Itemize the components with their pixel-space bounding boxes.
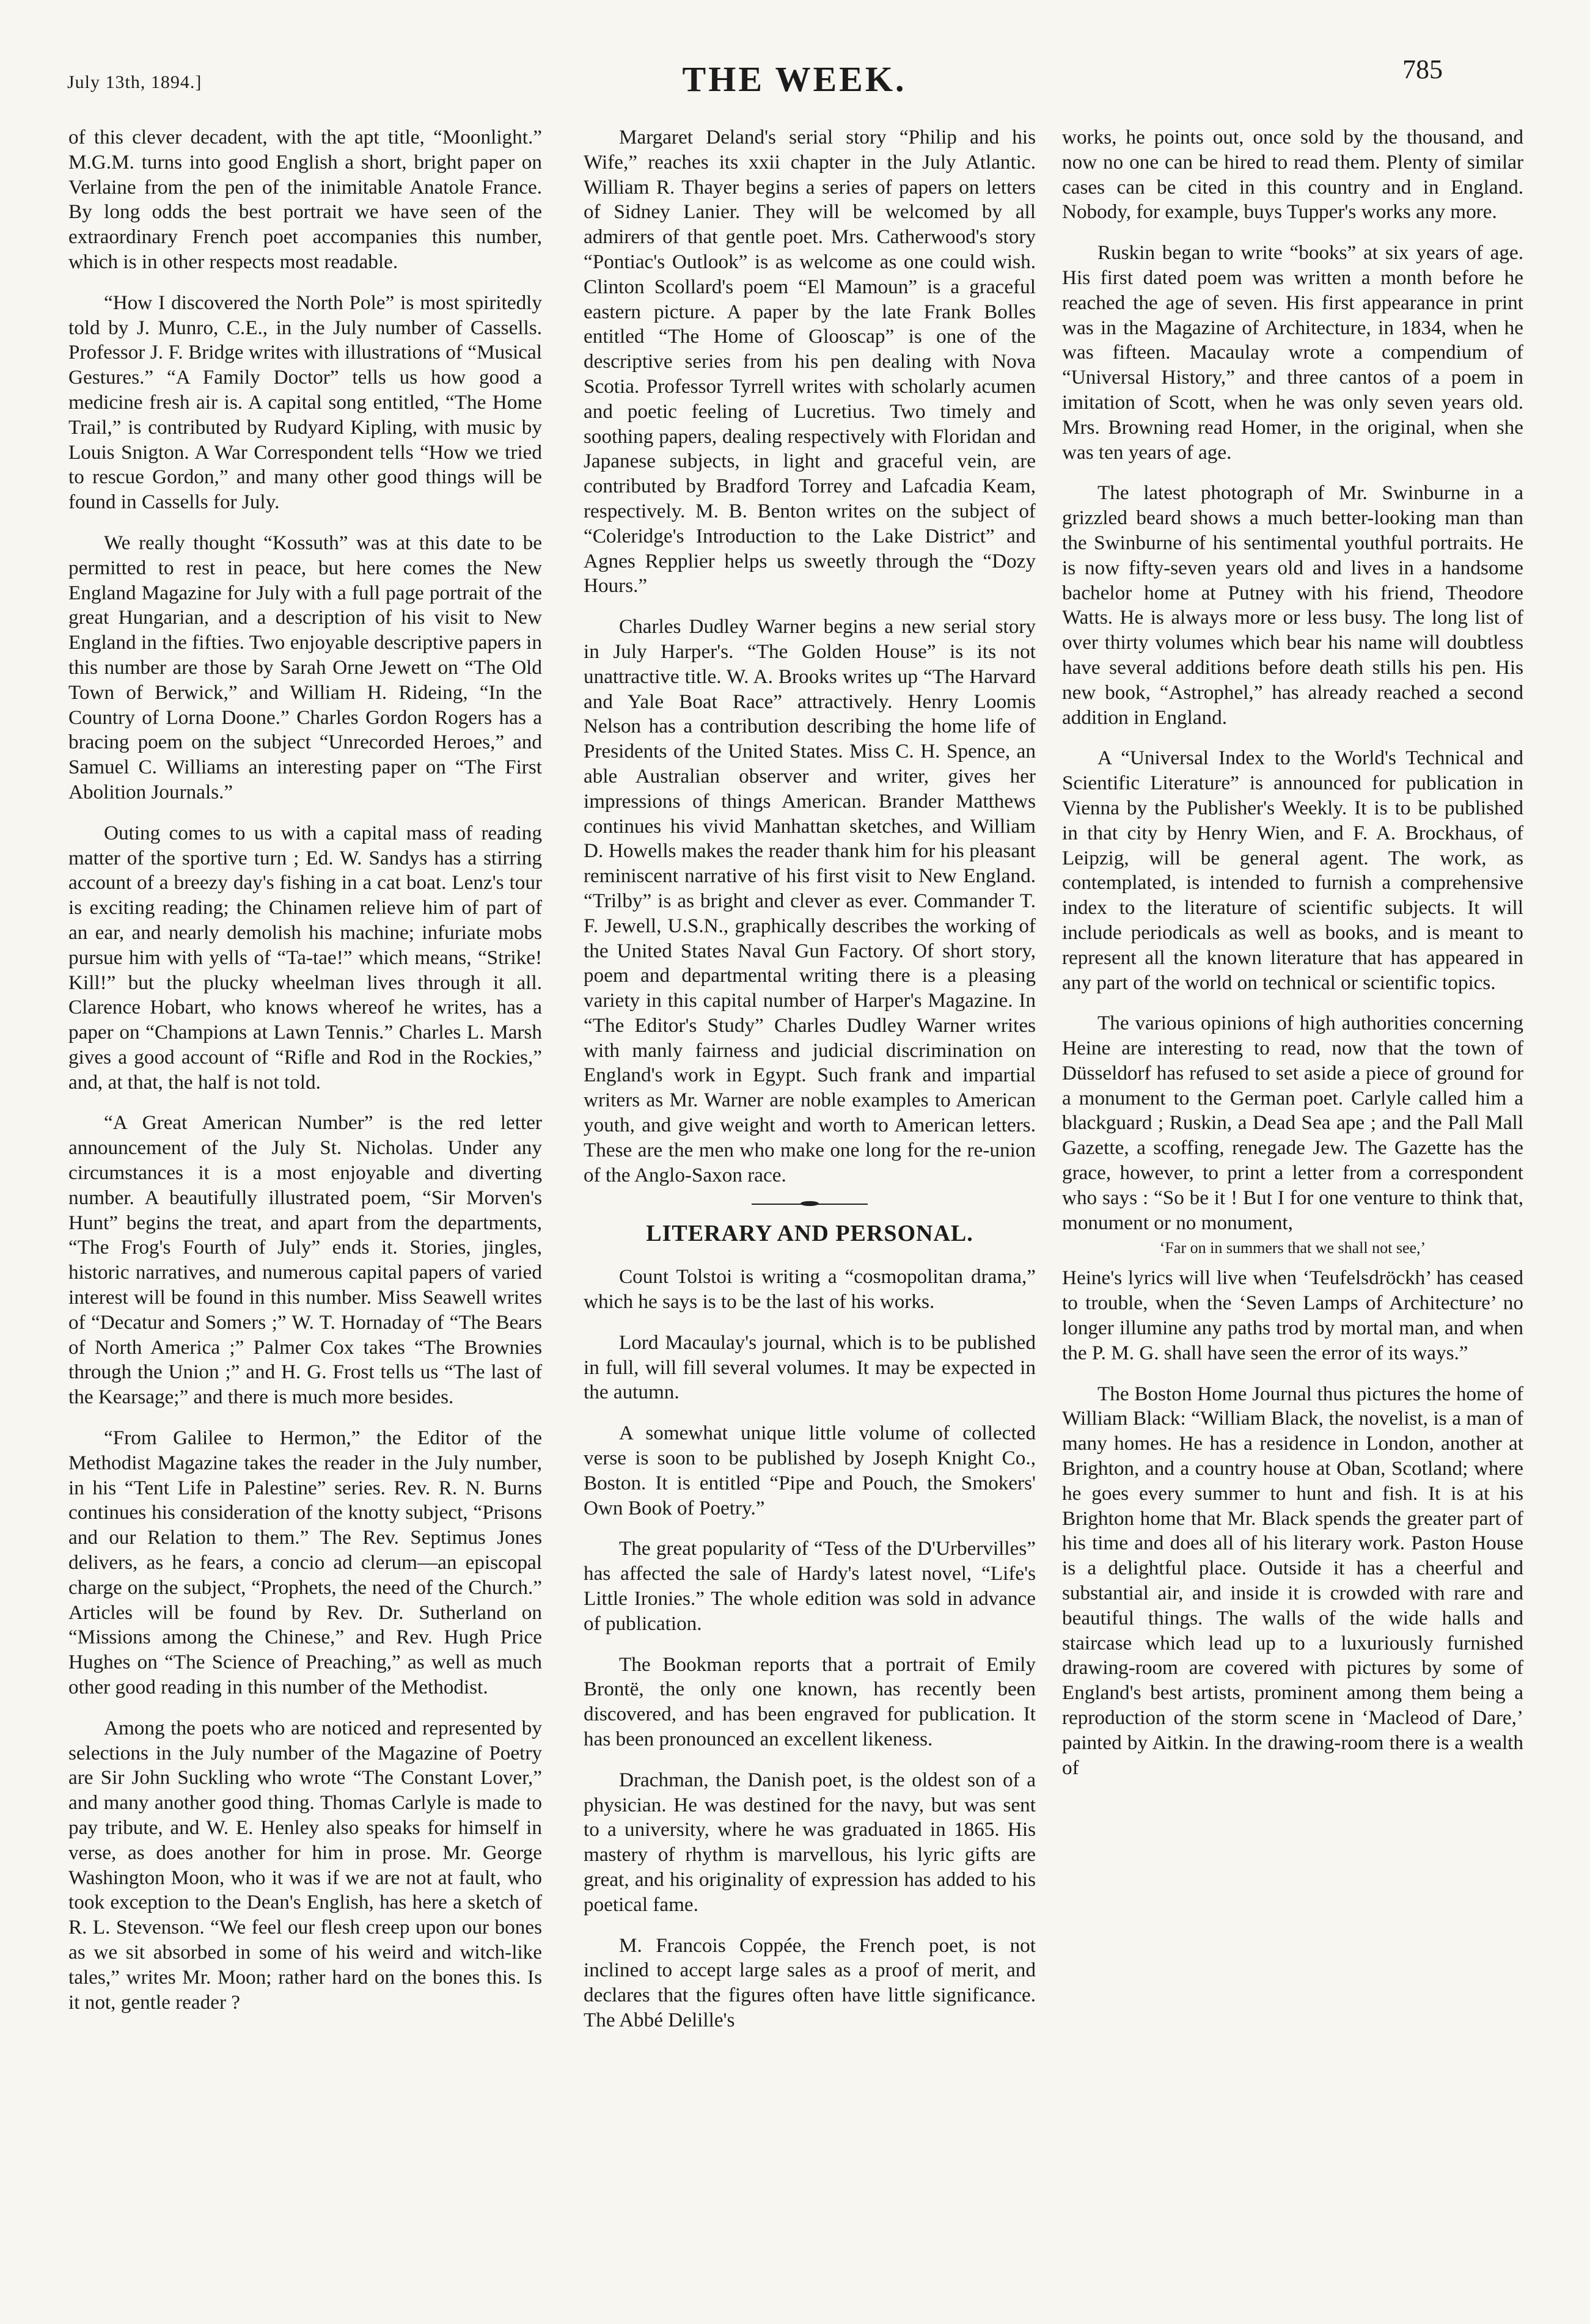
news-item: Lord Macaulay's journal, which is to be published in full, will fill several volumes. It may be expected in the autumn. — [584, 1331, 1036, 1404]
news-item: The great popularity of “Tess of the D'Urbervilles” has affected the sale of Hardy's latest novel, “Life's Little Ironies.” The whole edition was sold in advance of publication. — [584, 1537, 1036, 1635]
news-item-continued: Heine's lyrics will live when ‘Teufelsdröckh’ has ceased to trouble, when the ‘Seven Lamps of Architecture’ no longer illumine any paths trod by mortal man, and when the P. M. G. shall have seen the error of its ways.” — [1062, 1266, 1523, 1364]
section-heading: LITERARY AND PERSONAL. — [646, 1221, 973, 1247]
news-item: A “Universal Index to the World's Technical and Scientific Literature” is announced for publication in Vienna by the Publisher's Weekly. It is to be published in that city by Henry Wien, and F. A. Brockhaus, of Leipzig, will be general agent. The work, as contemplated, is intended to furnish a comprehensive index to the literature of scientific subjects. It will include periodicals as well as books, and is meant to represent all the known literature that has appeared in any part of the world on technical or scientific topics. — [1062, 747, 1523, 994]
news-item: The latest photograph of Mr. Swinburne in a grizzled beard shows a much better-looking man than the Swinburne of his sentimental youthful portraits. He is now fifty-seven years old and lives in a handsome bachelor home at Putney with his friend, Theodore Watts. He is always more or less busy. The long list of over thirty volumes which bear his name will doubtless have several additions before death stills his pen. His new book, “Astrophel,” has already reached a second addition in England. — [1062, 481, 1523, 729]
article-paragraph: of this clever decadent, with the apt title, “Moonlight.” M.G.M. turns into good English a short, bright paper on Verlaine from the pen of the inimitable Anatole France. By long odds the best portrait we have seen of the extraordinary French poet accompanies this number, which is in other respects most readable. — [68, 126, 542, 273]
article-paragraph: “A Great American Number” is the red letter announcement of the July St. Nicholas. Under any circumstances it is a most enjoyable and diverting number. A beautifully illustrated poem, “Sir Morven's Hunt” begins the treat, and apart from the departments, “The Frog's Fourth of July” ends it. Stories, jingles, historic narratives, and numerous capital papers of varied interest will be found in this number. Miss Seawell writes of “Decatur and Somers ;” W. T. Hornaday of “The Bears of North America ;” Palmer Cox takes “The Brownies through the Union ;” and H. G. Frost tells us “The last of the Kearsage;” and there is much more besides. — [68, 1111, 542, 1409]
news-item: Ruskin began to write “books” at six years of age. His first dated poem was written a month before he reached the age of seven. His first appearance in print was in the Magazine of Architecture, in 1834, when he was fifteen. Macaulay wrote a compendium of “Universal History,” and three cantos of a poem in imitation of Scott, when he was only seven years old. Mrs. Browning read Homer, in the original, when she was ten years of age. — [1062, 241, 1523, 464]
article-paragraph: Charles Dudley Warner begins a new serial story in July Harper's. “The Golden House” is its not unattractive title. W. A. Brooks writes up “The Harvard and Yale Boat Race” attractively. Henry Loomis Nelson has a contribution describing the home life of Presidents of the United States. Miss C. H. Spence, an able Australian observer and writer, gives her impressions of things American. Brander Matthews continues his vivid Manhattan sketches, and William D. Howells makes the reader thank him for his pleasant reminiscent narrative of his first visit to New England. “Trilby” is as bright and clever as ever. Commander T. F. Jewell, U.S.N., graphically describes the working of the United States Naval Gun Factory. Of short story, poem and departmental writing there is a pleasing variety in this capital number of Harper's Magazine. In “The Editor's Study” Charles Dudley Warner writes with manly fairness and judicial discrimination on England's work in Egypt. Such frank and impartial writers as Mr. Warner are noble examples to American youth, and give weight and worth to American letters. These are the men who make one long for the re-union of the Anglo-Saxon race. — [584, 615, 1036, 1186]
article-paragraph: Among the poets who are noticed and represented by selections in the July number of the Magazine of Poetry are Sir John Suckling who wrote “The Constant Lover,” and many another good thing. Thomas Carlyle is made to pay tribute, and W. E. Henley also speaks for himself in verse, as does another for him in prose. Mr. George Washington Moon, who it was if we are not at fault, who took exception to the Dean's English, has here a sketch of R. L. Stevenson. “We feel our flesh creep upon our bones as we sit absorbed in some of his weird and witch-like tales,” writes Mr. Moon; rather hard on the bones this. Is it not, gentle reader ? — [68, 1716, 542, 2014]
article-paragraph: “From Galilee to Hermon,” the Editor of the Methodist Magazine takes the reader in the July number, in his “Tent Life in Palestine” series. Rev. R. N. Burns continues his consideration of the knotty subject, “Prisons and our Relation to them.” The Rev. Septimus Jones delivers, as he fears, a concio ad clerum—an episcopal charge on the subject, “Prophets, the need of the Church.” Articles will be found by Rev. Dr. Sutherland on “Missions among the Chinese,” and Rev. Hugh Price Hughes on “The Science of Preaching,” as well as much other good reading in this number of the Methodist. — [68, 1427, 542, 1699]
news-item: The Bookman reports that a portrait of Emily Brontë, the only one known, has recently been discovered, and has been engraved for publication. It has been pronounced an excellent likeness. — [584, 1653, 1036, 1751]
section-divider — [752, 1204, 868, 1207]
article-paragraph: “How I discovered the North Pole” is most spiritedly told by J. Munro, C.E., in the July number of Cassells. Professor J. F. Bridge writes with illustrations of “Musical Gestures.” “A Family Doctor” tells us how good a medicine fresh air is. A capital song entitled, “The Home Trail,” is contributed by Rudyard Kipling, with music by Louis Snigton. A War Correspondent tells “How we tried to rescue Gordon,” and many other good things will be found in Cassells for July. — [68, 291, 542, 514]
news-item: Count Tolstoi is writing a “cosmopolitan drama,” which he says is to be the last of his works. — [584, 1265, 1036, 1314]
news-item: A somewhat unique little volume of collected verse is soon to be published by Joseph Knight Co., Boston. It is entitled “Pipe and Pouch, the Smokers' Own Book of Poetry.” — [584, 1422, 1036, 1519]
masthead-title: THE WEEK. — [682, 59, 907, 99]
article-paragraph: Margaret Deland's serial story “Philip and his Wife,” reaches its xxii chapter in the July Atlantic. William R. Thayer begins a series of papers on letters of Sidney Lanier. They will be welcomed by all admirers of that gentle poet. Mrs. Catherwood's story “Pontiac's Outlook” is as welcome as one could wish. Clinton Scollard's poem “El Mamoun” is a graceful eastern picture. A paper by the late Frank Bolles entitled “The Home of Glooscap” is one of the descriptive series from his pen dealing with Nova Scotia. Professor Tyrrell writes with scholarly acumen and poetic feeling of Lucretius. Two timely and soothing papers, dealing respectively with Floridan and Japanese subjects, in light and graceful vein, are contributed by Bradford Torrey and Lafcadia Keam, respectively. M. B. Benton writes on the subject of “Coleridge's Introduction to the Lake District” and Agnes Repplier helps us sweetly through the “Dozy Hours.” — [584, 126, 1036, 597]
column-2 — [584, 125, 1036, 2049]
article-paragraph: We really thought “Kossuth” was at this date to be permitted to rest in peace, but here comes the New England Magazine for July with a full page portrait of the great Hungarian, and a description of his visit to New England in the fifties. Two enjoyable descriptive papers in this number are those by Sarah Orne Jewett on “The Old Town of Berwick,” and William H. Rideing, “In the Country of Lorna Doone.” Charles Gordon Rogers has a bracing poem on the subject “Unrecorded Heroes,” and Samuel C. Williams an interesting paper on “The First Abolition Journals.” — [68, 531, 542, 803]
news-item: Drachman, the Danish poet, is the oldest son of a physician. He was destined for the navy, but was sent to a university, where he was graduated in 1865. His mastery of rhythm is marvellous, his lyric gifts are great, and his originality of expression has added to his poetical fame. — [584, 1768, 1036, 1916]
news-item-continued: works, he points out, once sold by the thousand, and now no one can be hired to read them. Plenty of similar cases can be cited in this country and in England. Nobody, for example, buys Tupper's works any more. — [1062, 126, 1523, 224]
column-3 — [1062, 125, 1523, 1796]
news-item: The Boston Home Journal thus pictures the home of William Black: “William Black, the novelist, is a man of many homes. He has a residence in London, another at Brighton, and a country house at Oban, Scotland; where he goes every summer to hunt and fish. It is at his Brighton home that Mr. Black spends the greater part of his time and does all of his literary work. Paston House is a delightful place. Outside it has a cheerful and substantial air, and inside it is crowded with rare and beautiful things. The walls of the wide halls and staircase which lead up to a luxuriously furnished drawing-room are covered with pictures by some of England's best artists, prominent among them being a reproduction of the storm scene in ‘Macleod of Dare,’ painted by Aitkin. In the drawing-room there is a wealth of — [1062, 1382, 1523, 1779]
news-item: M. Francois Coppée, the French poet, is not inclined to accept large sales as a proof of merit, and declares that the figures often have little significance. The Abbé Delille's — [584, 1934, 1036, 2031]
issue-date: July 13th, 1894.] — [67, 72, 202, 92]
column-1 — [68, 125, 542, 2031]
news-item: The various opinions of high authorities concerning Heine are interesting to read, now that the town of Düsseldorf has refused to set aside a piece of ground for a monument to the German poet. Carlyle called him a blackguard ; Ruskin, a Dead Sea ape ; and the Pall Mall Gazette, a scoffing, renegade Jew. The Gazette has the grace, however, to print a letter from a correspondent who says : “So be it ! But I for one venture to think that, monument or no monument, — [1062, 1012, 1523, 1234]
article-paragraph: Outing comes to us with a capital mass of reading matter of the sportive turn ; Ed. W. Sandys has a stirring account of a breezy day's fishing in a cat boat. Lenz's tour is exciting reading; the Chinamen relieve him of part of an ear, and nearly demolish his machine; infuriate mobs pursue him with yells of “Ta-tae!” which means, “Strike! Kill!” but the plucky wheelman lives through it all. Clarence Hobart, who knows whereof he writes, has a paper on “Champions at Lawn Tennis.” Charles L. Marsh gives a good account of “Rifle and Rod in the Rockies,” and, at that, the half is not told. — [68, 821, 542, 1094]
page-number: 785 — [1402, 54, 1443, 84]
quoted-verse: ‘Far on in summers that we shall not see,’ — [1159, 1239, 1426, 1257]
